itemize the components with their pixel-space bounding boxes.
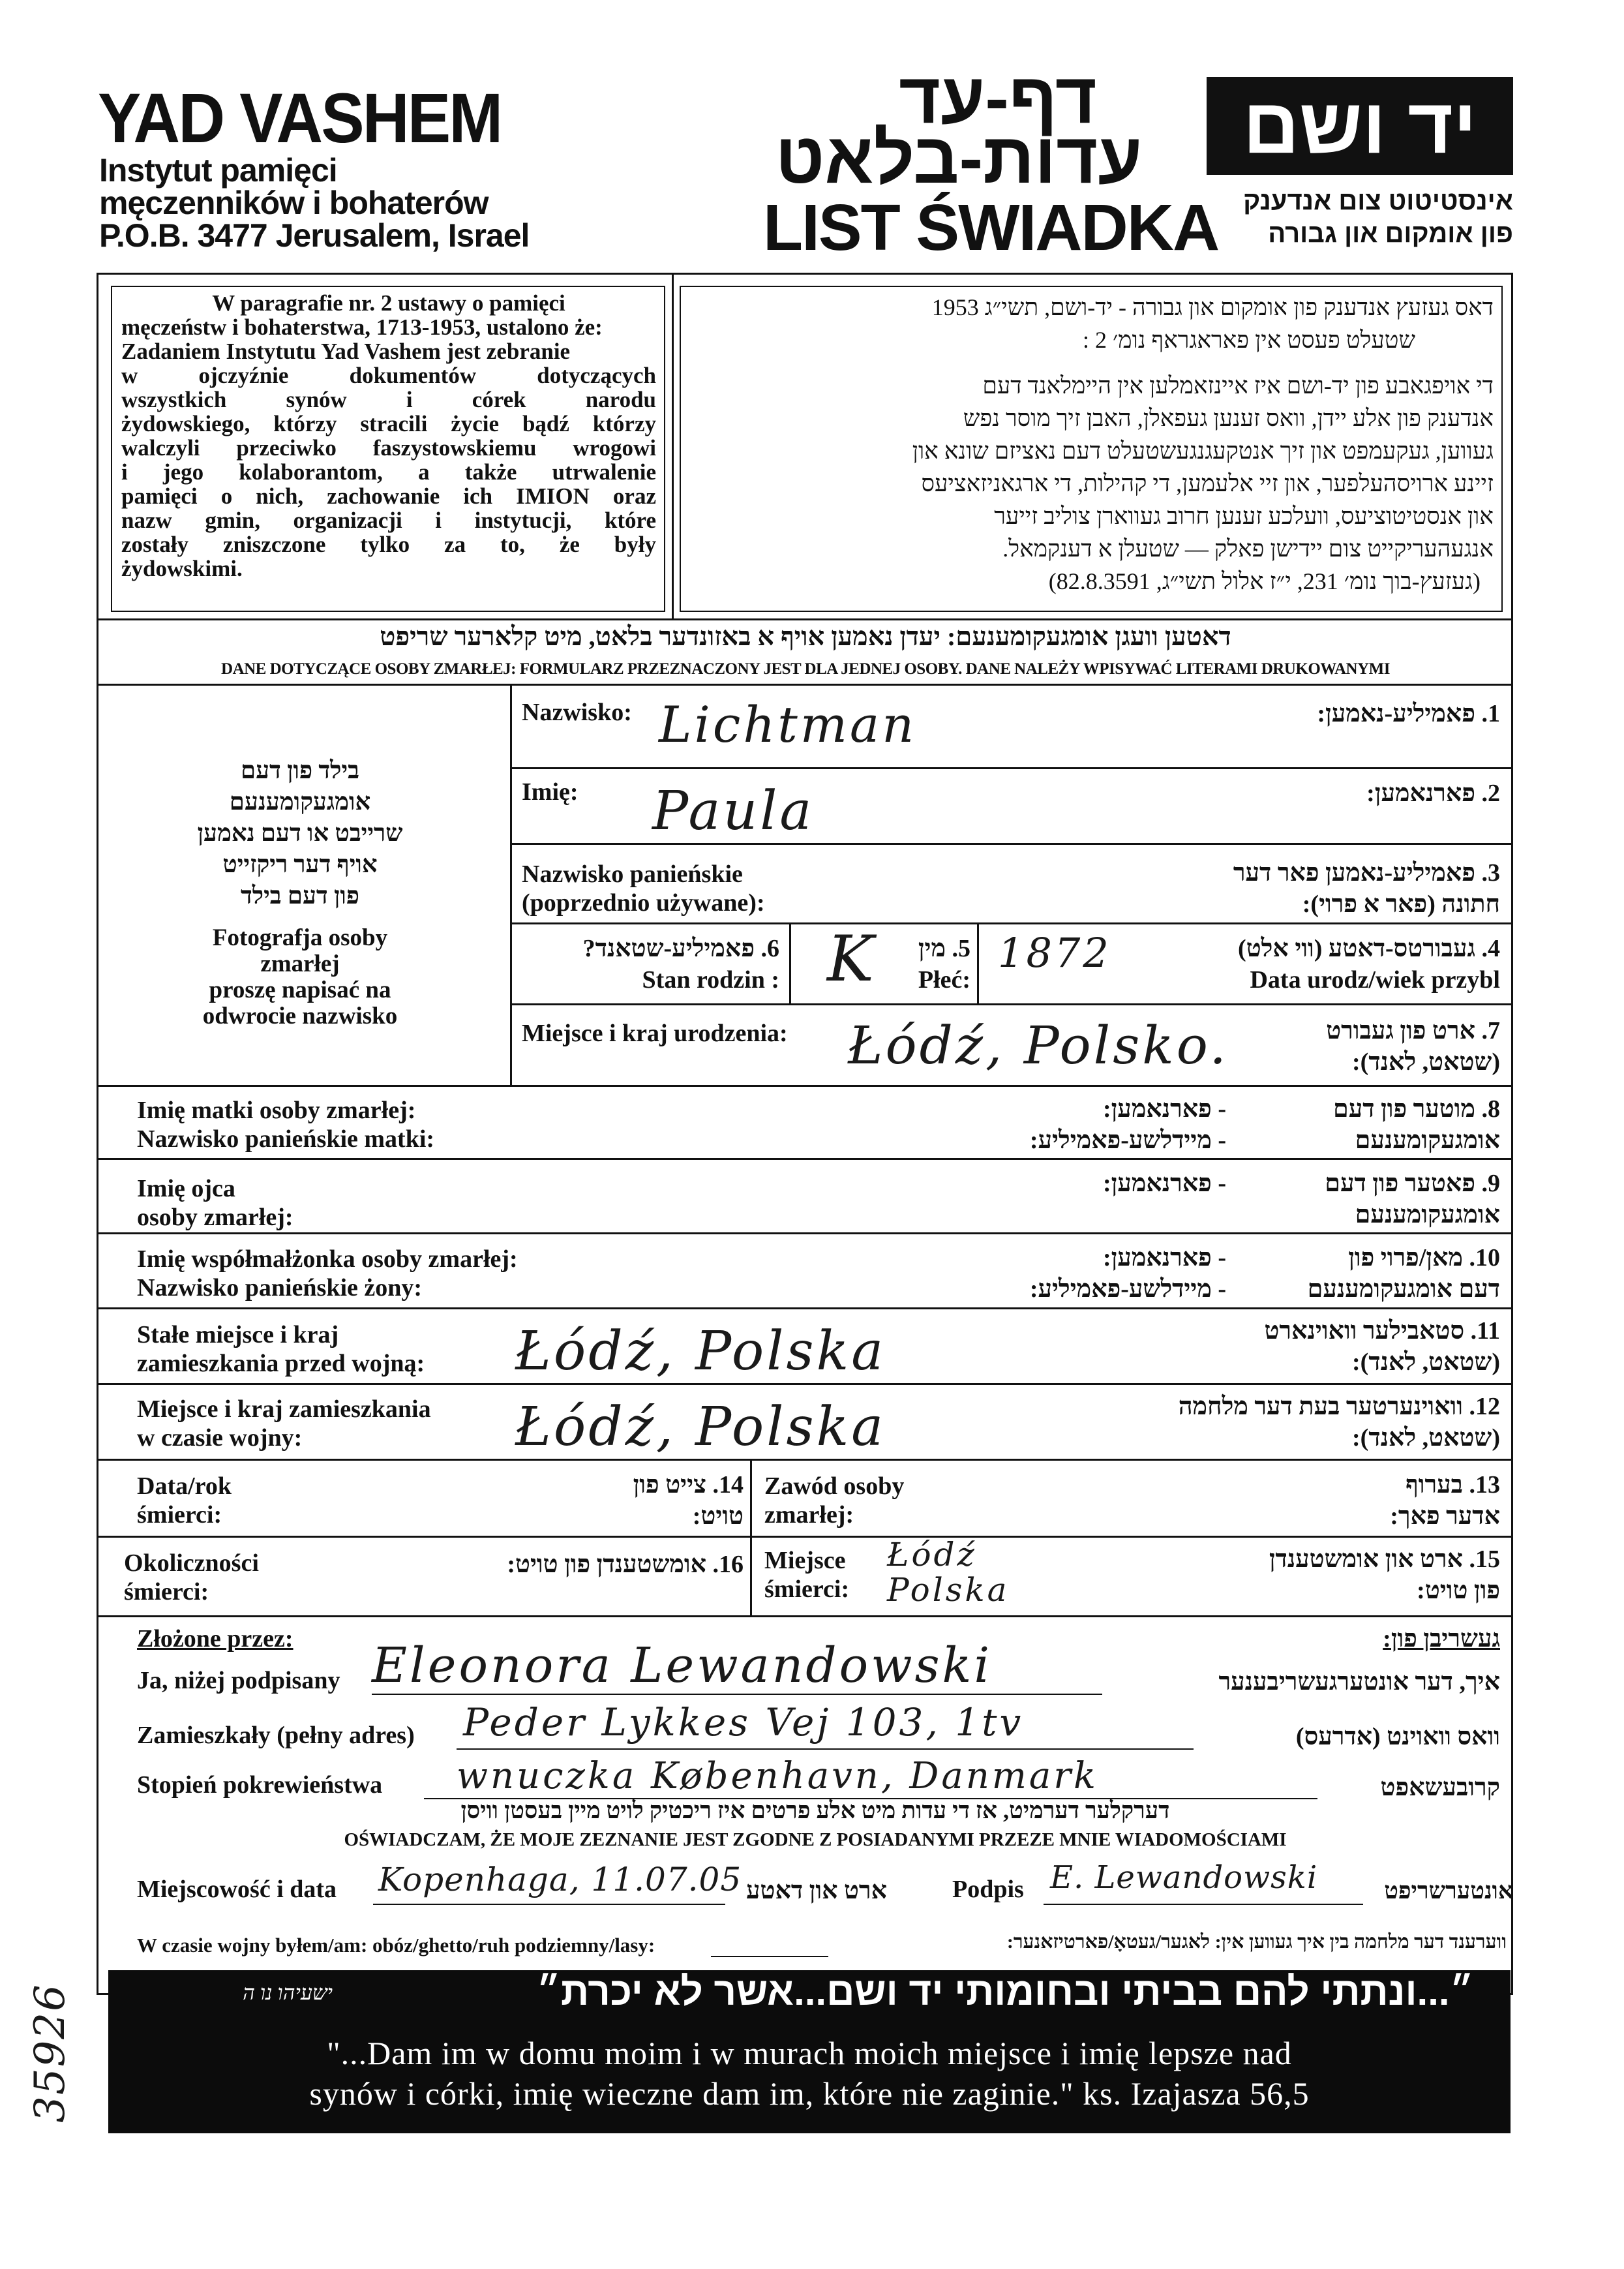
profession-label-yiddish: 13. בערוף אדער פאך: <box>1390 1471 1500 1530</box>
logo-subtitle-1: אינסטיטוט צום אנדענק <box>1243 187 1513 215</box>
org-subtitle-2: męczenników i bohaterów <box>99 185 489 221</box>
quote-polish-line-2: synów i córki, imię wieczne dam im, które nie zaginie." ks. Izajasza 56,5 <box>309 2075 1310 2112</box>
birth-date-label: 4. געבורטס-דאטע (ווי אלט) Data urodz/wiek przybl <box>1238 935 1500 994</box>
submitted-by-label-yiddish: געשריבן פון: <box>1383 1625 1500 1652</box>
father-label-yiddish: 9. פאטער פון דעם אומגעקומענעם <box>1325 1170 1500 1228</box>
title-yiddish-2: עדות-בלאט <box>775 118 1143 198</box>
death-date-label-yiddish: 14. צייט פון טויט: <box>633 1471 744 1530</box>
spouse-label: Imię współmałżonka osoby zmarłej: Nazwisko panieńskie żony: <box>137 1245 518 1302</box>
submitter-name-value[interactable]: Eleonora Lewandowski <box>372 1637 993 1694</box>
wartime-status-label: W czasie wojny byłem/am: obóz/ghetto/ruh podziemny/lasy: <box>137 1934 655 1957</box>
intro-polish: W paragrafie nr. 2 ustawy o pamięci męczeństw i bohaterstwa, 1713-1953, ustalono że: Zadaniem Instytutu Yad Vashem jest zebranie w ojczyźnie dokumentów dotyczących wszystkich synów i córek narodu żydowskiego, którzy stracili życie bądź którzy walczyli przeciwko faszystowskiemu wrogowi i jego kolaborantom, a także utrwalenie pamięci o nich, zachowanie ich IMION oraz nazw gmin, organizacji i instytucji, które zostały zniszczone tylko za to, że były żydowskimi. <box>121 290 656 581</box>
first-name-label-yiddish: 2. פארנאמען: <box>1366 780 1500 807</box>
sex-label: 5. מין :Płeć <box>918 935 970 994</box>
death-place-label-yiddish: 15. ארט און אומשטענדן פון טויט: <box>1269 1546 1500 1604</box>
org-subtitle-1: Instytut pamięci <box>99 152 337 189</box>
maiden-name-value[interactable] <box>815 868 1076 907</box>
birthplace-value[interactable]: Łódź, Polsko. <box>848 1015 1229 1076</box>
quote-hebrew: ״...ונתתי להם בביתי ובחומותי יד ושם...אשר לא יכרת״ <box>536 1970 1474 2013</box>
quote-hebrew-reference: ישעיהו נו ה <box>243 1981 333 2004</box>
quote-polish-line-1: "...Dam im w domu moim i w murach moich miejsce i imię lepsze nad <box>327 2035 1292 2071</box>
father-label: Imię ojca osoby zmarłej: <box>137 1175 293 1231</box>
address-label: Zamieszkały (pełny adres) <box>137 1722 415 1749</box>
mother-label-yiddish: 8. מוטער פון דעם אומגעקומענעם <box>1333 1095 1500 1154</box>
intro-yiddish: דאס געזעץ אנדענק פון אומקום און גבורה - יד-ושם, תשי״ג 1953 שטעלט פעסט אין פאראגראף נומ׳ 2 : די אויפגאבע פון יד-ושם איז איינזאמלען אין היימלאנד דעם אנדענק פון אלע יידן, וואס זענען געפאלן, האבן זיך מוסר נפש געווען, געקעמפט און זיך אנטקעגנגעשטעלט דעם נאציזם שונא און זיינע ארויסהעלפער, און זיי אלעמען, די קהילות, די ארגאניזאציעס און אנסטיטוציעס, וועלכע זענען חרוב געווארן צוליב זייער אנגעהעריקייט צום יידישן פאלק — שטעלן א דענקמאל. (געזעץ-בוך נומ׳ 231, י״ז אלול תשי״ג, 82.8.3591) <box>912 294 1494 594</box>
mother-mid-label: - פארנאמען: - מיידלשע-פאמיליע: <box>1029 1095 1226 1154</box>
signature-label-yiddish: אונטערשריפט <box>1384 1878 1513 1904</box>
yad-vashem-logo: יד ושם <box>1207 77 1513 175</box>
relation-label-yiddish: קרובעשאפט <box>1380 1774 1500 1801</box>
residence-label-yiddish: 11. סטאבילער וואוינארט (שטאט, לאנד): <box>1264 1317 1500 1376</box>
signature-value[interactable]: E. Lewandowski <box>1050 1859 1318 1896</box>
residence-value[interactable]: Łódź, Polska <box>515 1320 886 1382</box>
title-yiddish-1: דף-עד <box>899 58 1097 138</box>
profession-value[interactable] <box>978 1474 1226 1520</box>
death-date-value[interactable] <box>313 1474 509 1520</box>
death-date-label: Data/rok śmierci: <box>137 1472 232 1529</box>
undersigned-label: Ja, niżej podpisany <box>137 1667 340 1694</box>
maiden-name-label-yiddish: 3. פאמיליע-נאמען פאר דער חתונה (פאר א פרוי): <box>1233 859 1500 918</box>
address-label-yiddish: וואס וואוינט (אדרעס) <box>1295 1723 1500 1750</box>
death-place-value[interactable]: Łódź Polska <box>887 1536 1010 1609</box>
family-status-label: 6. פאמיליע-שטאנד? : Stan rodzin <box>582 935 779 994</box>
place-date-label: Miejscowość i data <box>137 1876 337 1903</box>
birth-date-value[interactable]: 1872 <box>998 929 1111 977</box>
wartime-residence-label-yiddish: 12. וואוינערטער בעת דער מלחמה (שטאט, לאנד): <box>1178 1393 1500 1452</box>
place-date-value[interactable]: Kopenhaga, 11.07.05 <box>378 1861 742 1898</box>
spouse-mid-label: - פארנאמען: - מיידלשע-פאמיליע: <box>1029 1244 1226 1303</box>
declaration-polish: OŚWIADCZAM, ŻE MOJE ZEZNANIE JEST ZGODNE Z POSIADANYMI PRZEZE MNIE WIADOMOŚCIAMI <box>344 1829 1287 1850</box>
wartime-residence-label: Miejsce i kraj zamieszkania w czasie wojny: <box>137 1395 431 1452</box>
residence-label: Stałe miejsce i kraj zamieszkania przed wojną: <box>137 1321 425 1377</box>
profession-label: Zawód osoby zmarłej: <box>764 1472 905 1529</box>
org-address: P.O.B. 3477 Jerusalem, Israel <box>99 217 530 254</box>
wartime-status-label-yiddish: ווערענד דער מלחמה בין איך געווען אין: לאגער/געטאָ/פארטיזאנער: <box>1006 1931 1507 1953</box>
birthplace-label-yiddish: 7. ארט פון געבורט (שטאט, לאנד): <box>1326 1017 1500 1076</box>
mother-label: Imię matki osoby zmarłej: Nazwisko panieńskie matki: <box>137 1097 435 1153</box>
photo-box-yiddish: בילד פון דעם אומגעקומענעם שרייבט או דעם נאמען אויף דער ריקזייט פון דעם בילד <box>197 757 403 909</box>
logo-subtitle-2: פון אומקום און גבורה <box>1268 219 1513 248</box>
org-name: YAD VASHEM <box>98 78 502 157</box>
sex-value[interactable]: K <box>827 922 877 996</box>
submitted-by-label: Złożone przez: <box>137 1625 293 1652</box>
circumstances-label-yiddish: 16. אומשטענדן פון טויט: <box>507 1551 744 1578</box>
address-value[interactable]: Peder Lykkes Vej 103, 1tv <box>463 1700 1024 1744</box>
circumstances-label: Okoliczności śmierci: <box>124 1549 259 1606</box>
death-place-label: Miejsce śmierci: <box>764 1547 850 1603</box>
father-mid-label: - פארנאמען: <box>1102 1170 1226 1197</box>
declaration-yiddish: דערקלער דערמיט, אז די עדות מיט אלע פרטים איז ריכטיק לויט מיין בעסטן וויסן <box>460 1797 1170 1823</box>
notice-polish: DANE DOTYCZĄCE OSOBY ZMARŁEJ: FORMULARZ PRZEZNACZONY JEST DLA JEDNEJ OSOBY. DANE NALEŻY WPISYWAĆ LITERAMI DRUKOWANYMI <box>221 660 1390 678</box>
wartime-residence-value[interactable]: Łódź, Polska <box>515 1396 886 1458</box>
spouse-label-yiddish: 10. מאן/פרוי פון דעם אומגעקומענעם <box>1307 1244 1500 1303</box>
archive-number: 35926 <box>25 1983 74 2123</box>
circumstances-value[interactable] <box>300 1553 430 1598</box>
relation-label: Stopień pokrewieństwa <box>137 1771 383 1799</box>
surname-label: Nazwisko: <box>522 699 632 726</box>
surname-label-yiddish: 1. פאמיליע-נאמען: <box>1317 700 1500 727</box>
place-date-label-yiddish: ארט און דאטע <box>746 1877 887 1904</box>
undersigned-label-yiddish: איך, דער אונטערגעשריבענער <box>1218 1668 1500 1696</box>
surname-value[interactable]: Lichtman <box>659 695 917 754</box>
relation-value[interactable]: wnuczka København, Danmark <box>457 1755 1098 1797</box>
birthplace-label: Miejsce i kraj urodzenia: <box>522 1020 788 1047</box>
title-polish: LIST ŚWIADKA <box>763 191 1219 264</box>
maiden-name-label: Nazwisko panieńskie (poprzednio używane): <box>522 860 765 917</box>
first-name-label: Imię: <box>522 778 579 806</box>
notice-yiddish: דאטען וועגן אומגעקומענעם: יעדן נאמען אויף א באזונדער בלאט, מיט קלארער שריפט <box>380 622 1231 651</box>
family-status-value[interactable] <box>535 933 600 972</box>
signature-label: Podpis <box>952 1876 1024 1903</box>
photo-box-polish: Fotografja osoby zmarłej proszę napisać na odwrocie nazwisko <box>202 924 398 1029</box>
first-name-value[interactable]: Paula <box>652 780 815 842</box>
